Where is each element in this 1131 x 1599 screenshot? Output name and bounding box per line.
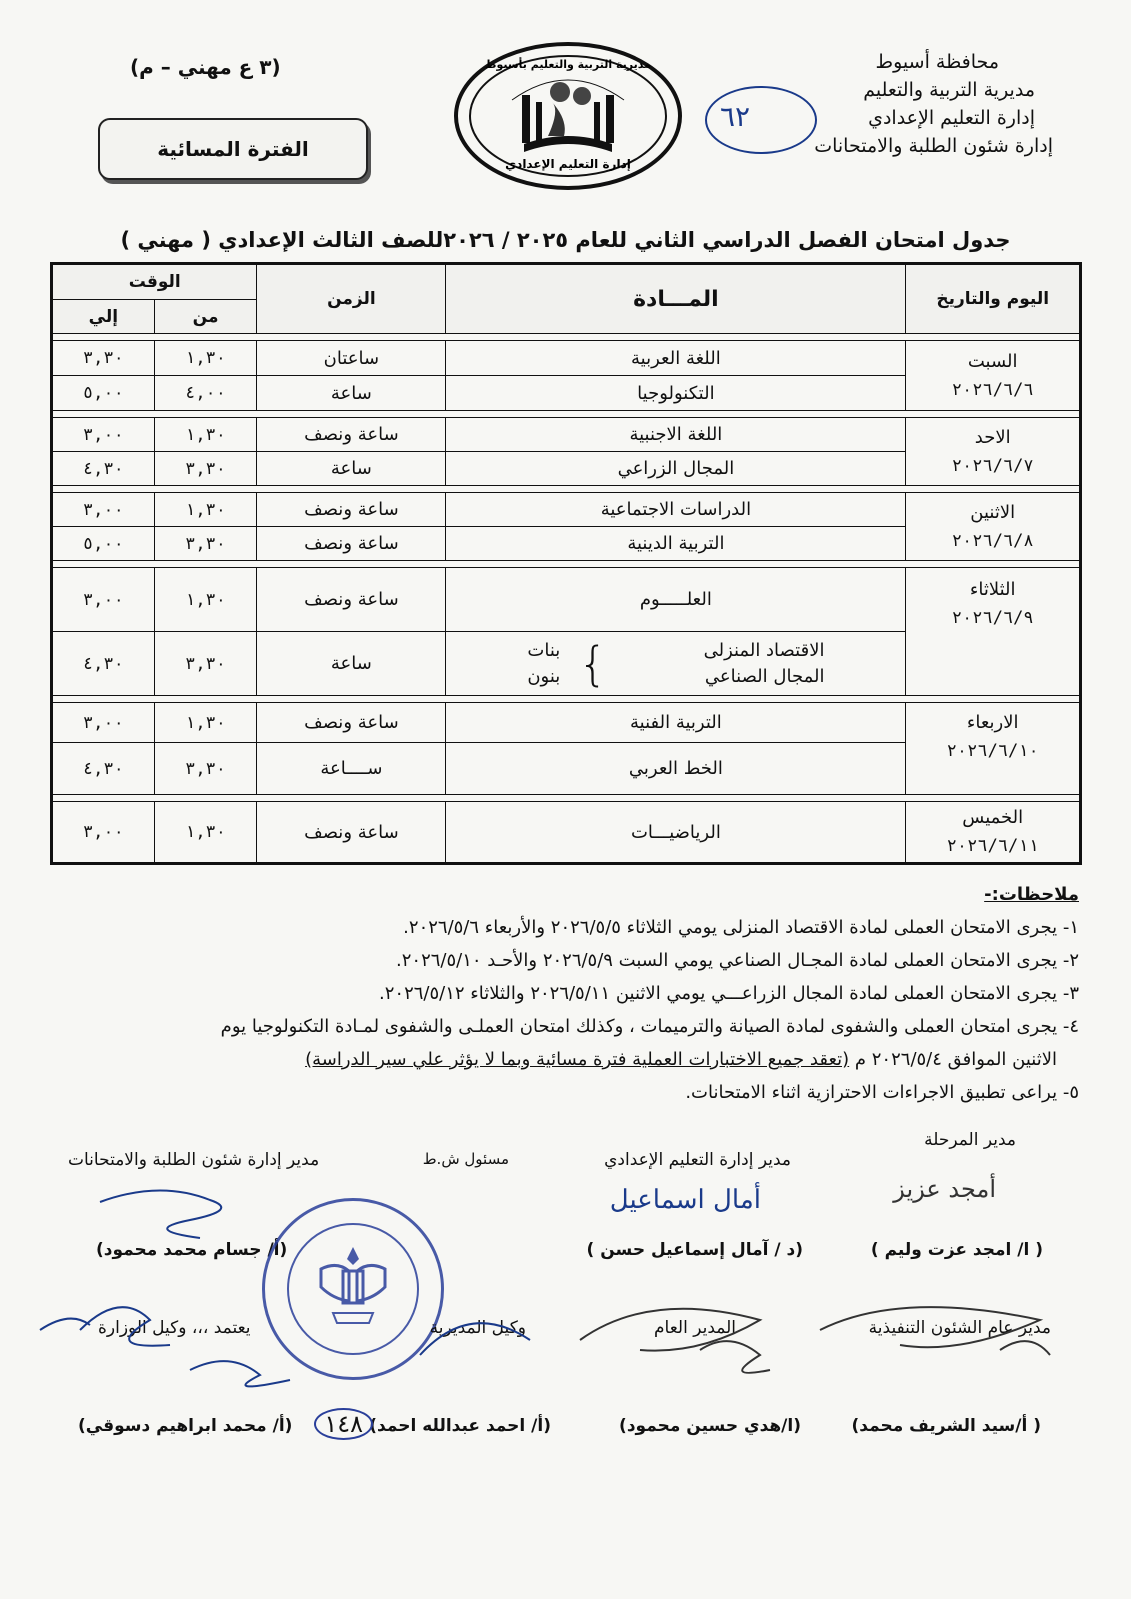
subject-cell: اللغة العربية <box>446 341 906 376</box>
sig-title-prep-director: مدير إدارة التعليم الإعدادي <box>604 1150 791 1170</box>
day-date: ٢٠٢٦/٦/٨ <box>951 530 1034 551</box>
logo-text-top: مديرية التربية والتعليم بأسيوط <box>485 58 651 71</box>
exam-schedule-table <box>50 262 1082 865</box>
header-authority <box>814 48 1053 160</box>
to-cell: ٣,٠٠ <box>52 418 155 452</box>
sig-title-general-director: المدير العام <box>654 1318 736 1338</box>
duration-cell: ساعتان <box>257 341 446 376</box>
sig-name-general-director: (ا/هدي حسين محمود) <box>619 1416 801 1436</box>
subject-cell: الخط العربي <box>446 743 906 795</box>
day-cell <box>906 703 1081 795</box>
duration-cell: ساعة ونصف <box>257 527 446 561</box>
signature-scribbles-icon <box>0 1180 1131 1440</box>
sig-title-affairs-director: مدير إدارة شئون الطلبة والامتحانات <box>68 1150 320 1170</box>
header-from: من <box>154 300 257 334</box>
to-cell: ٣,٠٠ <box>52 802 155 864</box>
label-girls: بنات <box>527 639 561 661</box>
sig-name-affairs-director: (أ/ جسام محمد محمود) <box>96 1240 288 1260</box>
note-item: ٢- يجرى الامتحان العملى لمادة المجـال الصناعي يومي السبت ٢٠٢٦/٥/٩ والأحـد ٢٠٢٦/٥/١٠. <box>396 950 1079 971</box>
stamp-number: ١٤٨ <box>314 1408 373 1440</box>
exam-code: (٣ ع مهني – م) <box>130 55 281 79</box>
day-date: ٢٠٢٦/٦/١١ <box>946 836 1039 856</box>
from-cell: ١,٣٠ <box>154 418 257 452</box>
table-row <box>52 703 1081 743</box>
notes-heading: ملاحظات:- <box>984 884 1079 905</box>
subject-cell: الدراسات الاجتماعية <box>446 493 906 527</box>
day-name: الخميس <box>962 807 1024 828</box>
period-label: الفترة المسائية <box>157 137 309 161</box>
to-cell: ٥,٠٠ <box>52 376 155 411</box>
sig-title-st-officer: مسئول ش.ط <box>422 1150 509 1168</box>
subject-industrial: المجال الصناعي <box>704 665 825 687</box>
to-cell: ٤,٣٠ <box>52 743 155 795</box>
sig-title-deputy-directorate: وكيل المديرية <box>429 1318 526 1338</box>
directorate: مديرية التربية والتعليم <box>863 79 1035 101</box>
header-day: اليوم والتاريخ <box>906 264 1081 334</box>
table-row <box>52 493 1081 527</box>
day-date: ٢٠٢٦/٦/٧ <box>951 455 1034 476</box>
duration-cell: ساعة ونصف <box>257 568 446 632</box>
day-name: الاحد <box>974 426 1011 448</box>
directorate-logo-icon <box>452 40 684 192</box>
note-4-underlined: (تعقد جميع الاختبارات العملية فترة مسائية وبما لا يؤثر علي سير الدراسة) <box>305 1049 850 1070</box>
affairs-department: إدارة شئون الطلبة والامتحانات <box>814 135 1053 157</box>
day-cell <box>906 418 1081 486</box>
to-cell: ٣,٠٠ <box>52 568 155 632</box>
duration-cell: ســــاعة <box>257 743 446 795</box>
sig-name-stage-manager: ( ا/ امجد عزت وليم ) <box>870 1240 1043 1260</box>
label-boys: بنون <box>527 665 561 687</box>
table-row <box>52 568 1081 632</box>
sig-name-exec-director: ( أ/سيد الشريف محمد) <box>851 1416 1041 1436</box>
subject-cell: اللغة الاجنبية <box>446 418 906 452</box>
note-item: ١- يجرى الامتحان العملى لمادة الاقتصاد المنزلى يومي الثلاثاء ٢٠٢٦/٥/٥ والأربعاء ٢٠٢٦/٥/٦. <box>403 917 1079 938</box>
notes-section <box>49 878 1079 1109</box>
to-cell: ٣,٠٠ <box>52 493 155 527</box>
day-name: الاثنين <box>970 501 1016 523</box>
subject-home-economics: الاقتصاد المنزلى <box>703 639 825 661</box>
handwritten-signature-1: أمجد عزيز <box>893 1175 996 1203</box>
note-item: ٥- يراعى تطبيق الاجراءات الاحترازية اثناء الامتحانات. <box>685 1082 1079 1103</box>
subject-cell: التربية الفنية <box>446 703 906 743</box>
subject-cell: المجال الزراعي <box>446 452 906 486</box>
handwritten-number: ٦٢ <box>720 100 751 133</box>
day-cell <box>906 802 1081 864</box>
table-row <box>52 418 1081 452</box>
note-4-date: الاثنين الموافق ٢٠٢٦/٥/٤ م <box>854 1049 1057 1070</box>
subject-cell-split <box>446 632 906 696</box>
subject-cell: العلـــــوم <box>446 568 906 632</box>
sig-name-prep-director: (د / آمال إسماعيل حسن ) <box>586 1240 803 1260</box>
subject-cell: التكنولوجيا <box>446 376 906 411</box>
duration-cell: ساعة ونصف <box>257 703 446 743</box>
day-name: الثلاثاء <box>969 579 1016 600</box>
sig-title-exec-director: مدير عام الشئون التنفيذية <box>868 1318 1051 1338</box>
to-cell: ٣,٠٠ <box>52 703 155 743</box>
period-box <box>98 118 368 180</box>
governorate: محافظة أسيوط <box>875 51 999 73</box>
to-cell: ٣,٣٠ <box>52 341 155 376</box>
day-name: الاربعاء <box>966 712 1019 733</box>
duration-cell: ساعة ونصف <box>257 802 446 864</box>
sig-title-ministry-deputy: يعتمد ،،، وكيل الوزارة <box>98 1318 251 1338</box>
handwritten-signature-2: أمال اسماعيل <box>609 1185 761 1215</box>
note-item-continued <box>49 1043 1079 1076</box>
day-date: ٢٠٢٦/٦/٩ <box>951 608 1034 628</box>
sig-name-ministry-deputy: (أ/ محمد ابراهيم دسوقي) <box>78 1416 293 1436</box>
day-date: ٢٠٢٦/٦/٦ <box>951 379 1034 400</box>
administration: إدارة التعليم الإعدادي <box>868 107 1035 129</box>
day-cell <box>906 568 1081 696</box>
header-time: الوقت <box>52 264 257 300</box>
duration-cell: ساعة ونصف <box>257 418 446 452</box>
from-cell: ٣,٣٠ <box>154 632 257 696</box>
note-item: ٤- يجرى امتحان العملى والشفوى لمادة الصيانة والترميمات ، وكذلك امتحان العملـى والشفوى لمـادة التكنولوجيا يوم <box>220 1016 1079 1037</box>
table-row <box>52 341 1081 376</box>
from-cell: ١,٣٠ <box>154 493 257 527</box>
header-to: إلي <box>52 300 155 334</box>
sig-title-stage-manager: مدير المرحلة <box>924 1130 1016 1150</box>
logo-text-bottom: إدارة التعليم الإعدادي <box>505 157 631 171</box>
note-item: ٣- يجرى الامتحان العملى لمادة المجال الزراعـــي يومي الاثنين ٢٠٢٦/٥/١١ والثلاثاء ٢٠٢٦/٥/١٢. <box>379 983 1079 1004</box>
day-date: ٢٠٢٦/٦/١٠ <box>946 741 1039 761</box>
to-cell: ٤,٣٠ <box>52 632 155 696</box>
day-name: السبت <box>967 350 1018 372</box>
sig-name-deputy-directorate: (أ/ احمد عبدالله احمد) <box>369 1416 551 1436</box>
duration-cell: ساعة <box>257 632 446 696</box>
duration-cell: ساعة <box>257 376 446 411</box>
header-subject: المـــادة <box>446 264 906 334</box>
from-cell: ٣,٣٠ <box>154 743 257 795</box>
subject-cell: التربية الدينية <box>446 527 906 561</box>
brace-icon: } <box>578 636 608 691</box>
from-cell: ١,٣٠ <box>154 568 257 632</box>
from-cell: ٤,٠٠ <box>154 376 257 411</box>
header-duration: الزمن <box>257 264 446 334</box>
from-cell: ١,٣٠ <box>154 341 257 376</box>
to-cell: ٤,٣٠ <box>52 452 155 486</box>
from-cell: ١,٣٠ <box>154 703 257 743</box>
duration-cell: ساعة ونصف <box>257 493 446 527</box>
table-header-row <box>52 264 1081 300</box>
from-cell: ٣,٣٠ <box>154 452 257 486</box>
from-cell: ٣,٣٠ <box>154 527 257 561</box>
subject-cell: الرياضيـــات <box>446 802 906 864</box>
to-cell: ٥,٠٠ <box>52 527 155 561</box>
table-row <box>52 802 1081 864</box>
page-title: جدول امتحان الفصل الدراسي الثاني للعام ٢٠٢٥ / ٢٠٢٦للصف الثالث الإعدادي ( مهني ) <box>120 228 1011 252</box>
duration-cell: ساعة <box>257 452 446 486</box>
from-cell: ١,٣٠ <box>154 802 257 864</box>
day-cell <box>906 341 1081 411</box>
day-cell <box>906 493 1081 561</box>
